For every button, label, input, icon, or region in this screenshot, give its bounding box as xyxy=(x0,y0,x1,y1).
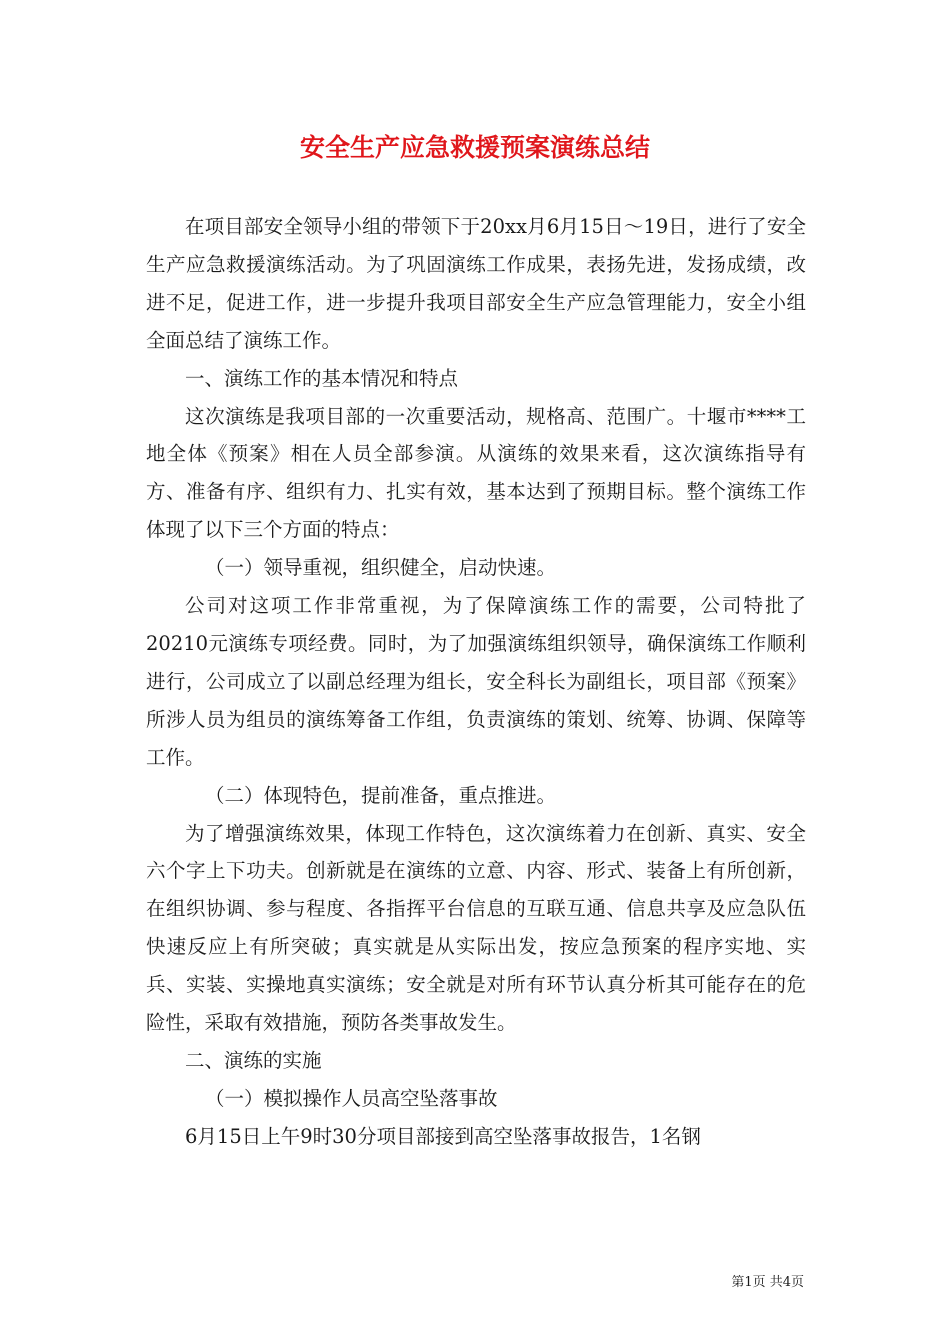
page-footer: 第1页 共4页 xyxy=(731,1275,804,1290)
section-heading-1: 一、演练工作的基本情况和特点 xyxy=(185,366,459,390)
paragraph-features: 为了增强演练效果，体现工作特色，这次演练着力在创新、真实、安全六个字上下功夫。创新就是在演练的立意、内容、形式、装备上有所创新，在组织协调、参与程度、各指挥平台信息的互联互通、信息共享及应急队伍快速反应上有所突破；真实就是从实际出发，按应急预案的程序实地、实兵、实装、实操地真实演练；安全就是对所有环节认真分析其可能存在的危险性，采取有效措施，预防各类事故发生。 xyxy=(146,821,806,1035)
subheading-1-2: （二）体现特色，提前准备，重点推进。 xyxy=(205,783,557,807)
section-heading-2: 二、演练的实施 xyxy=(185,1048,322,1072)
subheading-2-1: （一）模拟操作人员高空坠落事故 xyxy=(205,1086,498,1110)
document-title: 安全生产应急救援预案演练总结 xyxy=(299,133,650,162)
subheading-1-1: （一）领导重视，组织健全，启动快速。 xyxy=(205,556,557,580)
paragraph-leadership: 公司对这项工作非常重视，为了保障演练工作的需要，公司特批了20210元演练专项经费。同时，为了加强演练组织领导，确保演练工作顺利进行，公司成立了以副总经理为组长，安全科长为副组长，项目部《预案》所涉人员为组员的演练筹备工作组，负责演练的策划、统筹、协调、保障等工作。 xyxy=(146,594,806,769)
paragraph-incident: 6月15日上午9时30分项目部接到高空坠落事故报告，1名钢 xyxy=(185,1124,701,1148)
paragraph-overview: 这次演练是我项目部的一次重要活动，规格高、范围广。十堰市****工地全体《预案》相在人员全部参演。从演练的效果来看，这次演练指导有方、准备有序、组织有力、扎实有效，基本达到了预期目标。整个演练工作体现了以下三个方面的特点： xyxy=(146,404,806,542)
paragraph-intro: 在项目部安全领导小组的带领下于20xx月6月15日～19日，进行了安全生产应急救援演练活动。为了巩固演练工作成果，表扬先进，发扬成绩，改进不足，促进工作，进一步提升我项目部安全生产应急管理能力，安全小组全面总结了演练工作。 xyxy=(146,215,806,352)
document-body xyxy=(146,208,806,1156)
